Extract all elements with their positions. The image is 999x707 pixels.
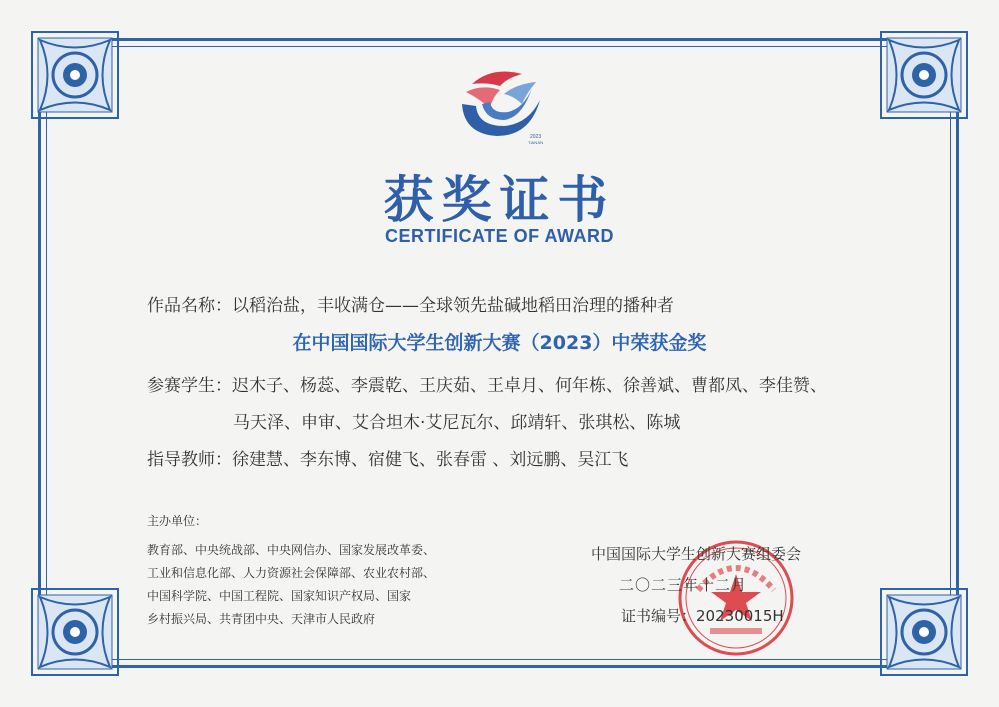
work-name-line [147, 291, 674, 316]
students-line-1 [147, 371, 827, 396]
teachers-line [147, 445, 628, 470]
teachers-value: 徐建慧、李东博、宿健飞、张春雷 、刘远鹏、吴江飞 [232, 450, 629, 470]
certificate-number-line [621, 605, 784, 626]
work-name-value: 以稻治盐，丰收满仓——全球领先盐碱地稻田治理的播种者 [232, 296, 674, 316]
sponsor-line: 教育部、中央统战部、中央网信办、国家发展改革委、 [147, 543, 436, 557]
work-name-label: 作品名称： [147, 296, 232, 316]
competition-logo-icon [452, 64, 552, 150]
corner-ornament-icon [879, 30, 969, 120]
students-value-1: 迟木子、杨蕊、李震乾、王庆茹、王卓月、何年栋、徐善斌、曹都凤、李佳赞、 [232, 376, 827, 396]
certificate-number-value: 20230015H [696, 607, 784, 625]
certificate-number-label: 证书编号： [621, 607, 697, 625]
corner-ornament-icon [30, 30, 120, 120]
award-statement: 在中国国际大学生创新大赛（2023）中荣获金奖 [292, 332, 707, 354]
issuer-name: 中国国际大学生创新大赛组委会 [591, 545, 802, 563]
students-label: 参赛学生： [147, 376, 232, 396]
issue-date: 二〇二三年十二月 [619, 576, 748, 594]
sponsor-line: 工业和信息化部、人力资源社会保障部、农业农村部、 [147, 566, 436, 580]
students-line-2: 马天泽、申审、艾合坦木·艾尼瓦尔、邱靖轩、张琪松、陈城 [233, 413, 681, 433]
logo-city: TIANJIN [528, 140, 544, 145]
sponsor-line: 中国科学院、中国工程院、国家知识产权局、国家 [147, 589, 412, 603]
corner-ornament-icon [879, 587, 969, 677]
certificate-title-en: CERTIFICATE OF AWARD [385, 226, 614, 246]
certificate-title-cn: 获奖证书 [383, 171, 616, 229]
sponsors-title: 主办单位： [147, 514, 208, 528]
logo-year: 2023 [530, 134, 542, 140]
teachers-label: 指导教师： [147, 450, 232, 470]
corner-ornament-icon [30, 587, 120, 677]
sponsor-line: 乡村振兴局、共青团中央、天津市人民政府 [147, 612, 376, 626]
